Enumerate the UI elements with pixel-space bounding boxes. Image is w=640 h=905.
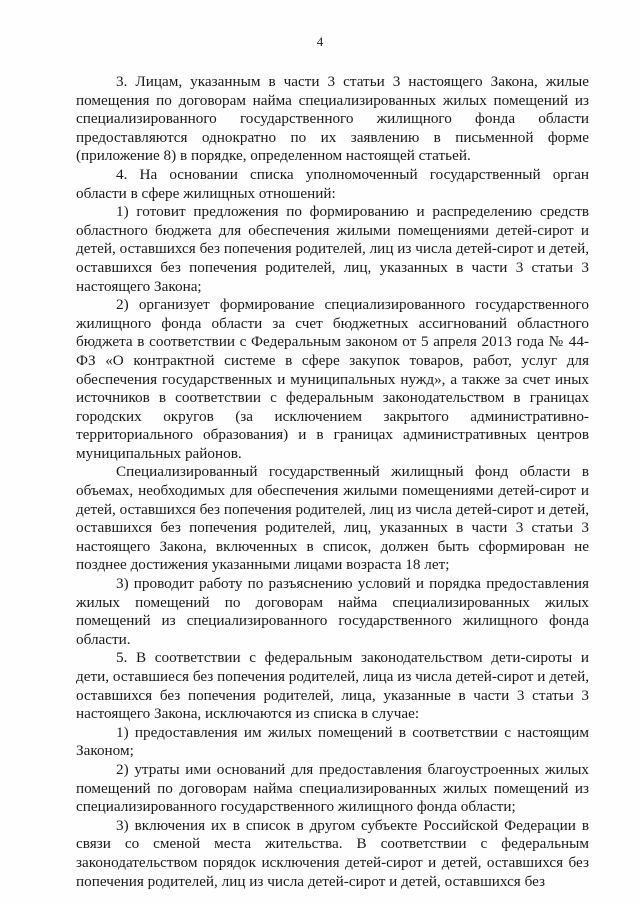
page-number: 4 [316,34,324,49]
paragraph-4: 4. На основании списка уполномоченный государственный орган области в сфере жилищных отношений: [76,165,589,202]
paragraph-5-item-2: 2) утраты ими оснований для предоставления благоустроенных жилых помещений по договорам найма специализированных жилых помещений из специализированного государственного жилищного фонда области; [76,760,589,816]
paragraph-3: 3. Лицам, указанным в части 3 статьи 3 настоящего Закона, жилые помещения по договорам найма специализированных жилых помещений из специализированного государственного жилищного фонда области предоставляются однократно по их заявлению в письменной форме (приложение 8) в порядке, определенном настоящей статьей. [76,73,589,165]
paragraph-5-item-3: 3) включения их в список в другом субъекте Российской Федерации в связи со сменой места жительства. В соответствии с федеральным законодательством порядок исключения детей-сирот и детей, оставшихся без попечения родителей, лиц из числа детей-сирот и детей, оставшихся без [76,816,589,890]
paragraph-4-item-2: 2) организует формирование специализированного государственного жилищного фонда области за счет бюджетных ассигнований областного бюджета в соответствии с Федеральным законом от 5 апреля 2013 года № 44-ФЗ «О контрактной системе в сфере закупок товаров, работ, услуг для обеспечения государственных и муниципальных нужд», а также за счет иных источников в соответствии с федеральным законодательством в границах городских округов (за исключением закрытого административно-территориального образования) и в границах административных центров муниципальных районов. [76,296,589,462]
paragraph-4-item-3: 3) проводит работу по разъяснению условий и порядка предоставления жилых помещений по договорам найма специализированных жилых помещений из специализированного государственного жилищного фонда области. [76,575,589,648]
paragraph-4-item-1: 1) готовит предложения по формированию и распределению средств областного бюджета для обеспечения жилыми помещениями детей-сирот и детей, оставшихся без попечения родителей, лиц из числа детей-сирот и детей, оставшихся без попечения родителей, лиц, указанных в части 3 статьи 3 настоящего Закона; [76,203,589,295]
paragraph-4-item-2-continuation: Специализированный государственный жилищный фонд области в объемах, необходимых для обеспечения жилыми помещениями детей-сирот и детей, оставшихся без попечения родителей, лиц из числа детей-сирот и детей, оставшихся без попечения родителей, лиц, указанных в части 3 статьи 3 настоящего Закона, включенных в список, должен быть сформирован не позднее достижения указанными лицами возраста 18 лет; [76,463,589,574]
paragraph-5: 5. В соответствии с федеральным законодательством дети-сироты и дети, оставшиеся без попечения родителей, лица из числа детей-сирот и детей, оставшихся без попечения родителей, лица, указанные в части 3 статьи 3 настоящего Закона, исключаются из списка в случае: [76,649,589,723]
document-body [76,73,589,891]
paragraph-5-item-1: 1) предоставления им жилых помещений в соответствии с настоящим Законом; [76,723,589,760]
